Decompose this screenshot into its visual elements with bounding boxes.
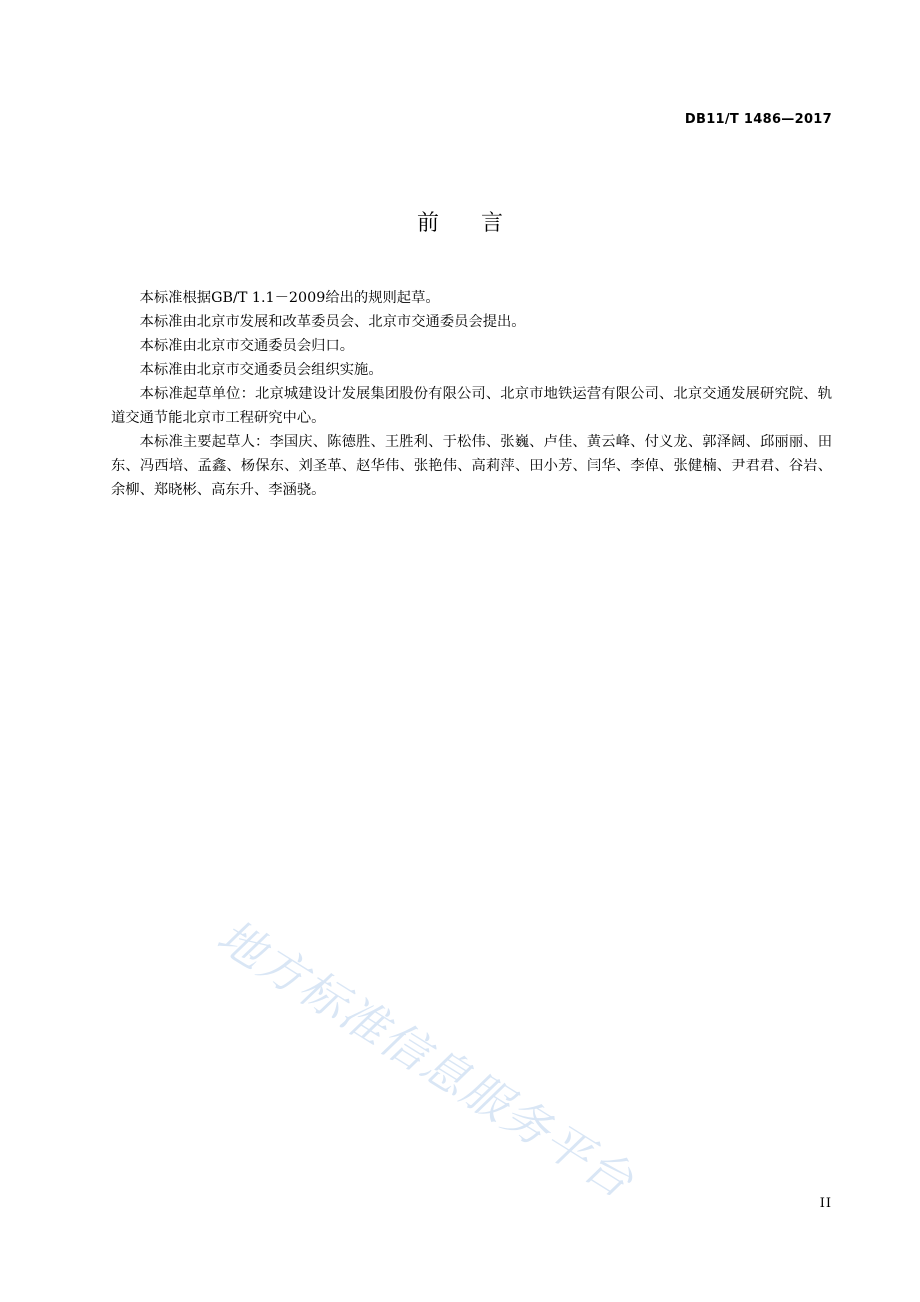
paragraph-proposer: 本标准由北京市发展和改革委员会、北京市交通委员会提出。 xyxy=(139,314,526,330)
page-title: 前言 xyxy=(416,211,545,236)
paragraph-administration: 本标准由北京市交通委员会归口。 xyxy=(139,338,355,354)
body-text xyxy=(111,286,832,502)
document-code: DB11/T 1486—2017 xyxy=(684,112,832,127)
paragraph-implementation: 本标准由北京市交通委员会组织实施。 xyxy=(139,362,383,378)
watermark: 地方标准信息服务平台 xyxy=(208,908,644,1209)
paragraph-drafters: 本标准主要起草人：李国庆、陈德胜、王胜利、于松伟、张巍、卢佳、黄云峰、付义龙、郭泽阔、邱丽丽、田东、冯西培、孟鑫、杨保东、刘圣革、赵华伟、张艳伟、高莉萍、田小芳、闫华、李倬、张健楠、尹君君、谷岩、余柳、郑晓彬、高东升、李涵骁。 xyxy=(111,434,832,498)
page-number: II xyxy=(819,1196,832,1211)
paragraph-drafting-rules: 本标准根据GB/T 1.1－2009给出的规则起草。 xyxy=(139,290,440,306)
paragraph-drafting-units: 本标准起草单位：北京城建设计发展集团股份有限公司、北京市地铁运营有限公司、北京交通发展研究院、轨道交通节能北京市工程研究中心。 xyxy=(111,386,832,426)
